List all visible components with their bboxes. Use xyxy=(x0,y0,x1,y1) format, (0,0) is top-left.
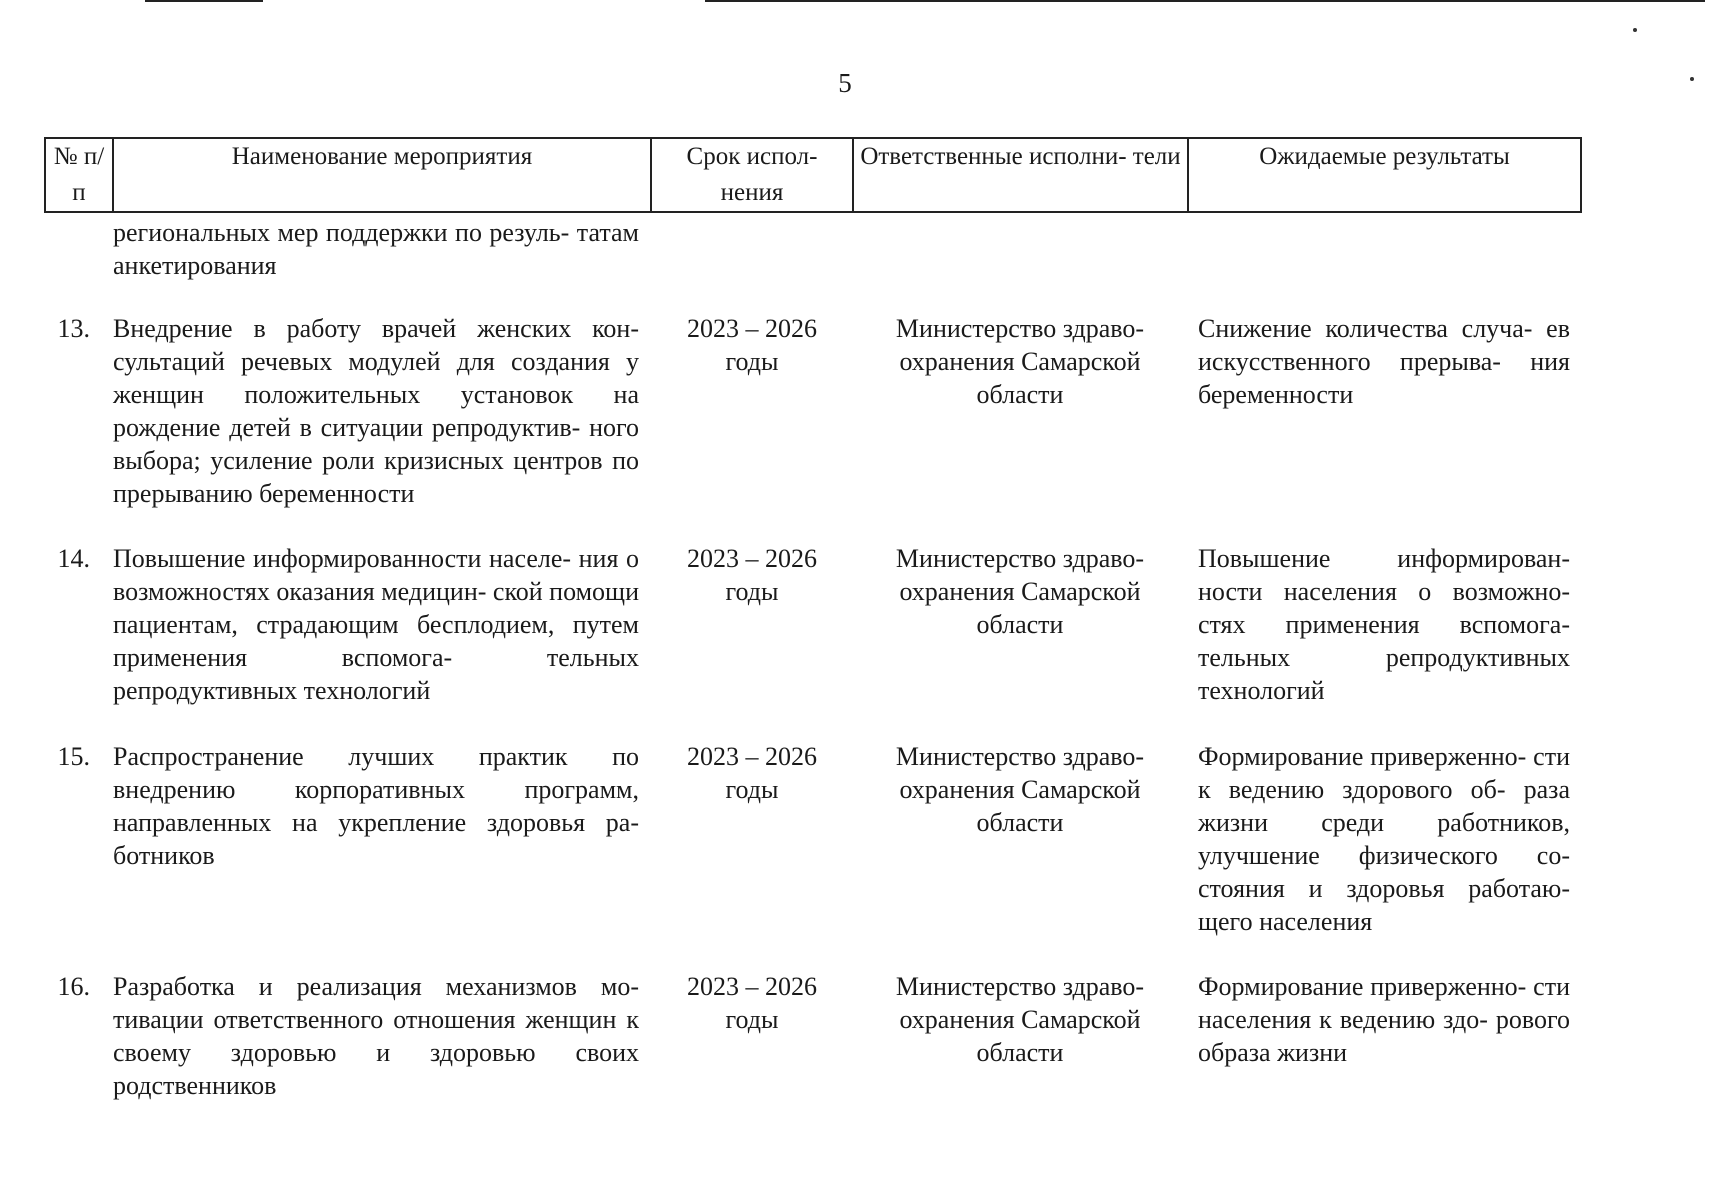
row-term: 2023 – 2026 годы xyxy=(687,314,817,376)
row-term: 2023 – 2026 годы xyxy=(687,742,817,804)
row-number: 13. xyxy=(57,314,90,343)
row-responsible: Министерство здраво- охранения Самарской области xyxy=(895,742,1145,837)
row-responsible: Министерство здраво- охранения Самарской области xyxy=(895,972,1145,1067)
row-responsible: Министерство здраво- охранения Самарской области xyxy=(895,314,1145,409)
row-results: Повышение информирован- ности населения о возможно- стях применения вспомога- тельных репродуктивных технологий xyxy=(1198,544,1570,705)
header-term: Срок испол- нения xyxy=(651,138,853,212)
header-name: Наименование мероприятия xyxy=(113,138,651,212)
scan-speck xyxy=(1690,77,1694,81)
row-results: Снижение количества случа- ев искусственного прерыва- ния беременности xyxy=(1198,314,1570,409)
continuation-text: региональных мер поддержки по резуль- татам анкетирования xyxy=(113,218,639,280)
scan-speck xyxy=(1633,28,1637,32)
row-results: Формирование приверженно- сти населения к ведению здо- рового образа жизни xyxy=(1198,972,1570,1067)
header-responsible: Ответственные исполни- тели xyxy=(853,138,1188,212)
row-responsible: Министерство здраво- охранения Самарской области xyxy=(895,544,1145,639)
row-name: Распространение лучших практик по внедрению корпоративных программ, направленных на укрепление здоровья ра- ботников xyxy=(113,742,639,870)
page-number: 5 xyxy=(838,68,852,98)
header-results: Ожидаемые результаты xyxy=(1188,138,1581,212)
row-number: 15. xyxy=(57,742,90,771)
row-name: Повышение информированности населе- ния о возможностях оказания медицин- ской помощи пациентам, страдающим бесплодием, путем применения вспомога- тельных репродуктивных технологий xyxy=(113,544,639,705)
table-header xyxy=(44,137,1582,213)
row-name: Разработка и реализация механизмов мо- тивации ответственного отношения женщин к своему здоровью и здоровью своих родственников xyxy=(113,972,639,1100)
scan-edge-line xyxy=(705,0,1705,2)
row-number: 14. xyxy=(57,544,90,573)
row-number: 16. xyxy=(57,972,90,1001)
row-term: 2023 – 2026 годы xyxy=(687,972,817,1034)
row-name: Внедрение в работу врачей женских кон- сультаций речевых модулей для создания у женщин положительных установок на рождение детей в ситуации репродуктив- ного выбора; усиление роли кризисных центров по прерыванию беременности xyxy=(113,314,639,508)
scan-edge-line xyxy=(145,0,263,2)
row-results: Формирование приверженно- сти к ведению здорового об- раза жизни среди работников, улучшение физического со- стояния и здоровья работаю- щего населения xyxy=(1198,742,1570,936)
row-term: 2023 – 2026 годы xyxy=(687,544,817,606)
header-num: № п/п xyxy=(45,138,113,212)
